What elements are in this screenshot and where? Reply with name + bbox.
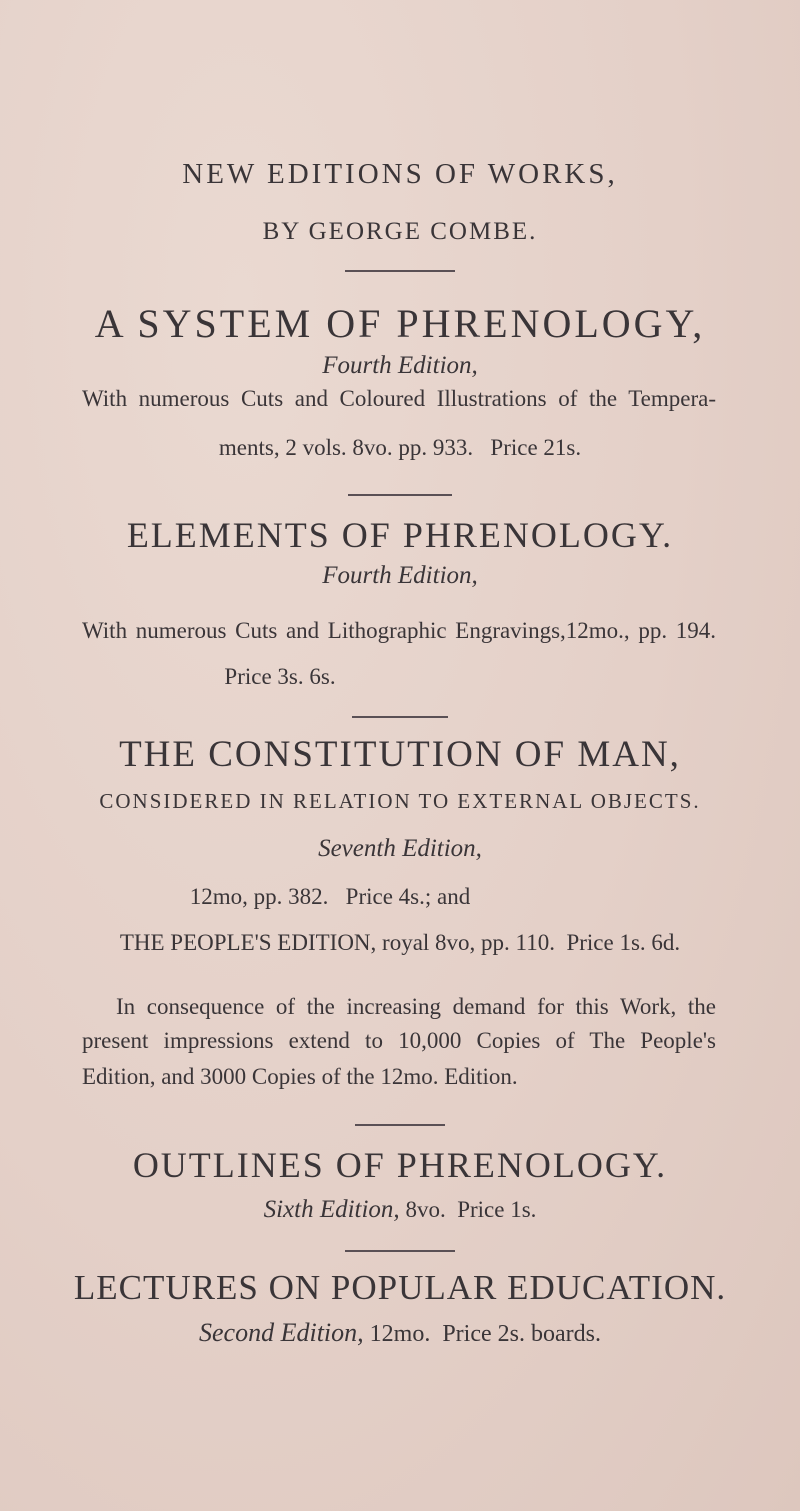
entry-title-system-of-phrenology: A SYSTEM OF PHRENOLOGY, [94,301,706,346]
entry-title-elements-of-phrenology: ELEMENTS OF PHRENOLOGY. [126,515,674,555]
divider-rule [345,1250,455,1252]
header-title: NEW EDITIONS OF WORKS, [182,158,618,190]
entry-edition: Fourth Edition, [322,562,478,589]
entry-details: ments, 2 vols. 8vo. pp. 933. Price 21s. [218,435,582,460]
entry-edition: Sixth Edition, [263,1196,400,1223]
entry-details: THE PEOPLE'S EDITION, royal 8vo, pp. 110. Price 1s. 6d. [119,930,681,955]
header-author: BY GEORGE COMBE. [262,218,538,245]
entry-edition: Second Edition, [199,1318,364,1347]
entry-details: 8vo. Price 1s. [399,1197,537,1222]
entry-edition: Seventh Edition, [318,835,482,862]
divider-rule [345,270,455,272]
entry-note: In consequence of the increasing demand for this Work, the [116,994,716,1019]
entry-details: 12mo. Price 2s. boards. [363,1321,601,1347]
entry-line [0,1318,800,1348]
divider-rule [352,716,448,718]
entry-line [0,1196,800,1224]
entry-details: 12mo, pp. 382. Price 4s.; and [189,884,471,909]
entry-note: Edition, and 3000 Copies of the 12mo. Edition. [82,1064,518,1089]
entry-edition: Fourth Edition, [322,352,478,379]
entry-note: present impressions extend to 10,000 Copies of The People's [82,1028,716,1053]
entry-title-lectures-on-popular-education: LECTURES ON POPULAR EDUCATION. [73,1268,727,1307]
entry-details: Price 3s. 6s. [224,664,336,689]
entry-subtitle: CONSIDERED IN RELATION TO EXTERNAL OBJECTS. [99,789,701,813]
entry-details: With numerous Cuts and Coloured Illustrations of the Tempera- [82,386,716,411]
entry-details: With numerous Cuts and Lithographic Engravings,12mo., pp. 194. [82,618,716,643]
divider-rule [355,1124,445,1126]
divider-rule [348,494,452,496]
entry-title-outlines-of-phrenology: OUTLINES OF PHRENOLOGY. [132,1145,668,1185]
entry-title-constitution-of-man: THE CONSTITUTION OF MAN, [119,734,681,775]
